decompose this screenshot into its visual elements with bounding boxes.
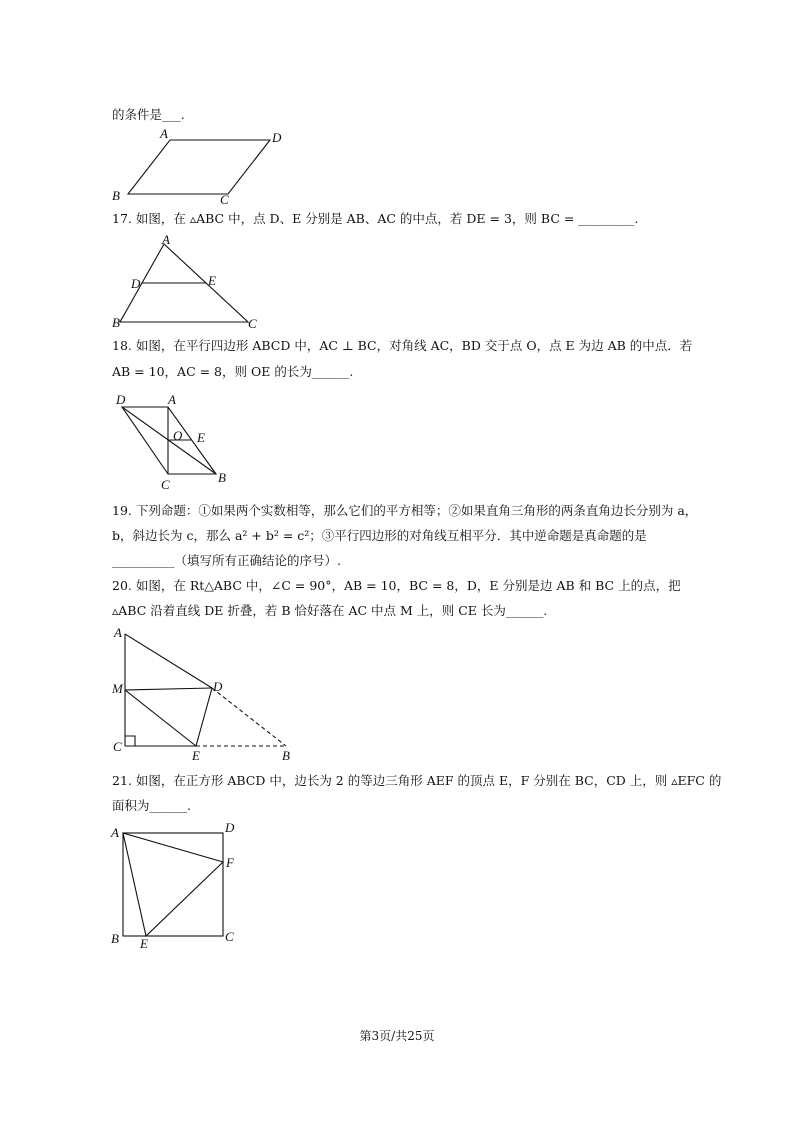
q16-tail-text: 的条件是___.	[112, 107, 185, 122]
label-e: E	[208, 273, 216, 288]
q18-text-line2: AB = 10，AC = 8，则 OE 的长为______.	[112, 364, 354, 379]
label-o: O	[173, 428, 183, 443]
segment-md	[125, 688, 212, 690]
label-c: C	[161, 477, 170, 492]
q21-text-line1: 21. 如图，在正方形 ABCD 中，边长为 2 的等边三角形 AEF 的顶点 E，F 分别在 BC，CD 上，则 ▵EFC 的	[112, 773, 722, 788]
q20-text-line1: 20. 如图，在 Rt△ABC 中，∠C = 90°，AB = 10，BC = 8，D，E 分别是边 AB 和 BC 上的点，把	[112, 578, 681, 593]
label-c: C	[113, 739, 122, 754]
q17-triangle-figure	[108, 232, 278, 332]
label-a: A	[162, 232, 170, 247]
right-angle-mark	[125, 736, 135, 746]
q19-text-line1: 19. 下列命题：①如果两个实数相等，那么它们的平方相等；②如果直角三角形的两条直角边长分别为 a，	[112, 503, 698, 518]
q18-parallelogram-figure	[108, 390, 248, 495]
label-b: B	[282, 748, 290, 763]
label-d: D	[116, 392, 126, 407]
label-b: B	[111, 931, 119, 946]
q19-text-line2: b，斜边长为 c，那么 a² + b² = c²；③平行四边形的对角线互相平分．其中逆命题是真命题的是	[112, 528, 647, 543]
q17-text: 17. 如图，在 ▵ABC 中，点 D、E 分别是 AB、AC 的中点，若 DE = 3，则 BC = _________.	[112, 211, 639, 226]
q21-text-line2: 面积为______.	[112, 798, 191, 813]
square-abcd-shape	[123, 833, 223, 936]
segment-me	[125, 690, 196, 746]
segment-ad	[125, 634, 212, 688]
q20-fold-figure	[108, 624, 308, 766]
label-e: E	[192, 748, 200, 763]
dashed-db	[212, 688, 286, 746]
q18-text-line1: 18. 如图，在平行四边形 ABCD 中，AC ⊥ BC，对角线 AC，BD 交于点 O，点 E 为边 AB 的中点．若	[112, 338, 693, 353]
label-d: D	[213, 679, 223, 694]
label-d: D	[131, 276, 141, 291]
label-d: D	[272, 130, 282, 145]
label-c: C	[225, 929, 234, 944]
label-d: D	[225, 820, 235, 835]
label-a: A	[168, 392, 176, 407]
label-e: E	[140, 936, 148, 951]
q20-text-line2: ▵ABC 沿着直线 DE 折叠，若 B 恰好落在 AC 中点 M 上，则 CE 长为______.	[112, 603, 548, 618]
label-a: A	[111, 825, 119, 840]
label-a: A	[160, 126, 168, 141]
label-b: B	[112, 188, 120, 203]
label-b: B	[218, 470, 226, 485]
q16-parallelogram-figure	[108, 126, 298, 210]
parallelogram-abcd-shape	[128, 140, 270, 194]
q19-text-line3: __________（填写所有正确结论的序号）.	[112, 553, 341, 568]
label-c: C	[248, 316, 257, 331]
label-c: C	[220, 192, 229, 207]
label-f: F	[226, 855, 234, 870]
triangle-aef-shape	[123, 833, 223, 936]
page-number-footer: 第3页/共25页	[359, 1029, 435, 1043]
segment-de	[196, 688, 212, 746]
q21-square-figure	[108, 820, 248, 952]
label-b: B	[112, 315, 120, 330]
label-a: A	[114, 625, 122, 640]
label-m: M	[112, 681, 123, 696]
label-e: E	[197, 430, 205, 445]
